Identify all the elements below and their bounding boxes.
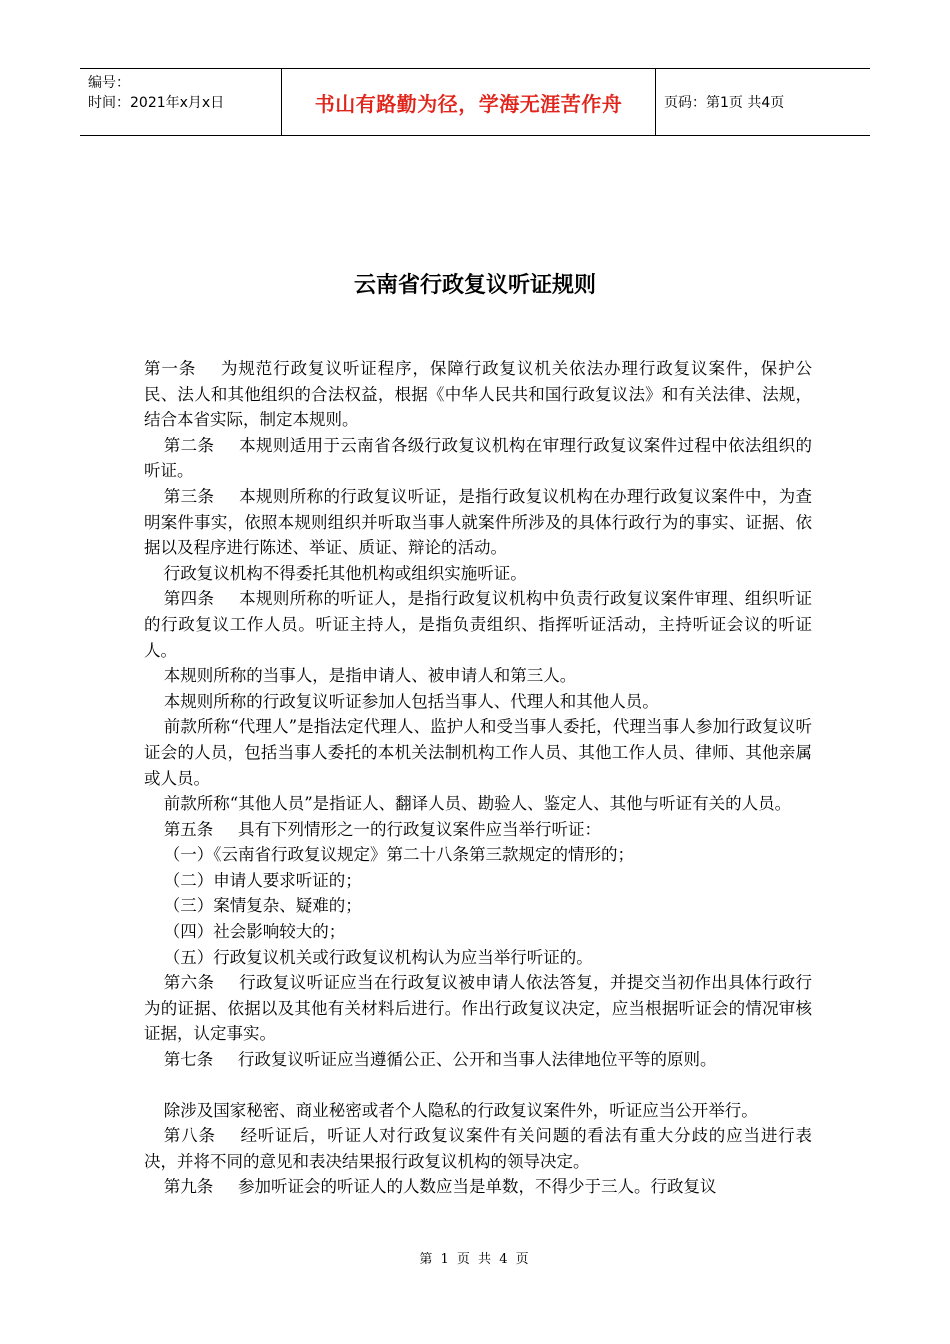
header-motto-cell: [282, 69, 656, 135]
body-paragraph: [144, 663, 812, 689]
article-number: 第四条: [163, 589, 215, 609]
paragraph-text: 前款所称“代理人”是指法定代理人、监护人和受当事人委托，代理当事人参加行政复议听证会的人员，包括当事人委托的本机关法制机构工作人员、其他工作人员、律师、其他亲属或人员。: [144, 717, 812, 788]
paragraph-text: （四）社会影响较大的；: [163, 922, 346, 942]
paragraph-text: 本规则适用于云南省各级行政复议机构在审理行政复议案件过程中依法组织的听证。: [144, 435, 813, 481]
paragraph-text: 参加听证会的听证人的人数应当是单数，不得少于三人。行政复议: [238, 1177, 717, 1197]
paragraph-text: 除涉及国家秘密、商业秘密或者个人隐私的行政复议案件外，听证应当公开举行。: [163, 1100, 758, 1120]
body-paragraph: [144, 868, 812, 894]
body-paragraph: [144, 1047, 812, 1073]
body-paragraph: [144, 1174, 812, 1200]
body-paragraph: [144, 945, 812, 971]
body-paragraph: [144, 817, 812, 843]
header-table: [80, 68, 870, 136]
paragraph-text: （二）申请人要求听证的；: [163, 870, 362, 890]
paragraph-text: 为规范行政复议听证程序，保障行政复议机关依法办理行政复议案件，保护公民、法人和其他组织的合法权益，根据《中华人民共和国行政复议法》和有关法律、法规，结合本省实际，制定本规则。: [144, 359, 813, 430]
article-number: 第二条: [163, 435, 215, 455]
paragraph-text: 经听证后，听证人对行政复议案件有关问题的看法有重大分歧的应当进行表决，并将不同的意见和表决结果报行政复议机构的领导决定。: [144, 1126, 813, 1171]
page-info: 页码：第1页 共4页: [664, 95, 785, 111]
document-body: [144, 356, 812, 1200]
header-meta-cell: [80, 69, 282, 135]
article-number: 第七条: [163, 1050, 214, 1070]
paragraph-text: 本规则所称的行政复议听证参加人包括当事人、代理人和其他人员。: [163, 691, 659, 711]
body-paragraph: [144, 586, 812, 663]
article-number: 第三条: [163, 486, 215, 506]
motto-text: 书山有路勤为径，学海无涯苦作舟: [314, 91, 623, 116]
body-paragraph: [144, 970, 812, 1047]
body-paragraph: [144, 714, 812, 791]
body-paragraph: [144, 561, 812, 587]
paragraph-text: 前款所称“其他人员”是指证人、翻译人员、勘验人、鉴定人、其他与听证有关的人员。: [163, 794, 792, 814]
article-number: 第八条: [163, 1126, 216, 1146]
paragraph-text: （一）《云南省行政复议规定》第二十八条第三款规定的情形的；: [163, 845, 635, 865]
body-paragraph: [144, 689, 812, 715]
paragraph-text: （三）案情复杂、疑难的；: [163, 896, 362, 916]
paragraph-text: 本规则所称的听证人，是指行政复议机构中负责行政复议案件审理、组织听证的行政复议工作人员。听证主持人，是指负责组织、指挥听证活动，主持听证会议的听证人。: [144, 589, 813, 660]
body-paragraph: [144, 919, 812, 945]
article-number: 第六条: [163, 973, 215, 993]
body-paragraph: [144, 791, 812, 817]
body-paragraph: [144, 842, 812, 868]
paragraph-text: 具有下列情形之一的行政复议案件应当举行听证：: [238, 819, 602, 839]
article-number: 第五条: [163, 819, 214, 839]
body-paragraph: [144, 356, 812, 433]
paragraph-text: 行政复议听证应当在行政复议被申请人依法答复，并提交当初作出具体行政行为的证据、依据以及其他有关材料后进行。作出行政复议决定，应当根据听证会的情况审核证据，认定事实。: [144, 973, 813, 1044]
paragraph-text: 本规则所称的当事人，是指申请人、被申请人和第三人。: [163, 666, 577, 686]
body-paragraph: [144, 433, 812, 484]
time-label: 时间：2021年x月x日: [88, 95, 225, 111]
body-paragraph: [144, 893, 812, 919]
document-title: 云南省行政复议听证规则: [353, 273, 596, 298]
number-label: 编号：: [88, 75, 130, 91]
header-page-cell: [656, 69, 870, 135]
paragraph-text: 行政复议机构不得委托其他机构或组织实施听证。: [163, 563, 527, 583]
paragraph-text: 本规则所称的行政复议听证，是指行政复议机构在办理行政复议案件中，为查明案件事实，依照本规则组织并听取当事人就案件所涉及的具体行政行为的事实、证据、依据以及程序进行陈述、举证、质证、辩论的活动。: [144, 486, 813, 558]
paragraph-text: （五）行政复议机关或行政复议机构认为应当举行听证的。: [163, 947, 593, 967]
paragraph-text: 行政复议听证应当遵循公正、公开和当事人法律地位平等的原则。: [238, 1050, 717, 1070]
body-paragraph: [144, 484, 812, 561]
page-footer: 第 1 页 共 4 页: [419, 1252, 531, 1267]
body-paragraph: [144, 1098, 812, 1124]
article-number: 第九条: [163, 1177, 214, 1197]
article-number: 第一条: [144, 359, 197, 378]
body-paragraph: [144, 1123, 812, 1174]
